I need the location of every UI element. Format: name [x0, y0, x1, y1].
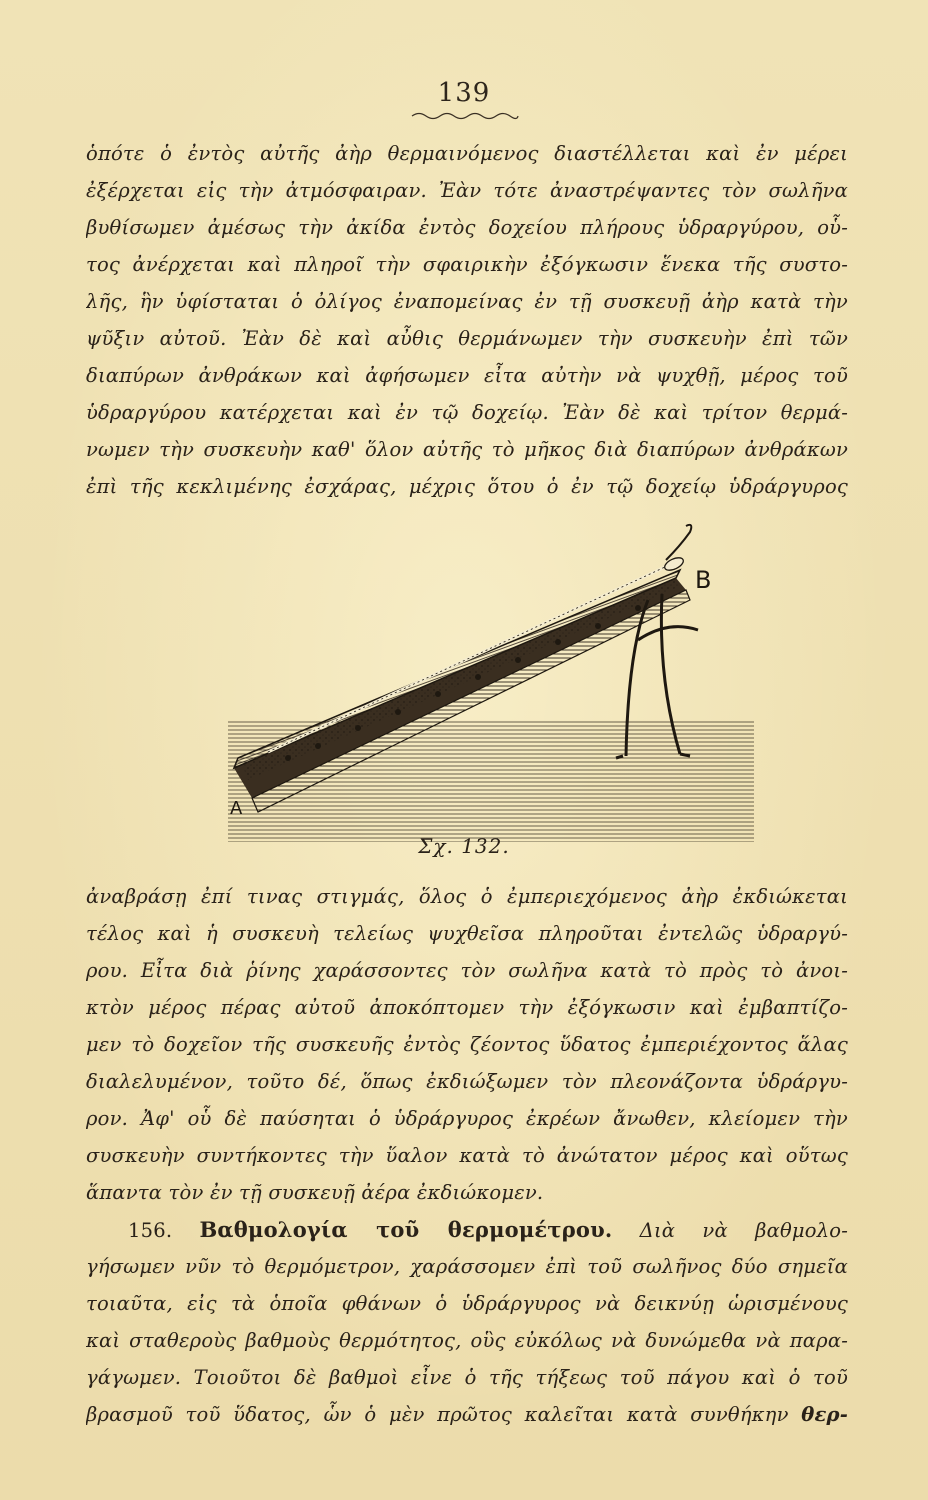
text-line: τοιαῦτα, εἰς τὰ ὁποῖα φθάνων ὁ ὑδράργυρος νὰ δεικνύῃ ὡρισμένους [86, 1292, 848, 1315]
text-line: ψῦξιν αὐτοῦ. Ἐὰν δὲ καὶ αὖθις θερμάνωμεν τὴν συσκευὴν ἐπὶ τῶν [86, 327, 848, 350]
text-line: ὑδραργύρου κατέρχεται καὶ ἐν τῷ δοχείῳ. Ἐὰν δὲ καὶ τρίτον θερμά- [86, 401, 848, 424]
last-line-start: βρασμοῦ τοῦ ὕδατος, ὧν ὁ μὲν πρῶτος καλεῖται κατὰ συνθήκην [86, 1403, 789, 1426]
text-line: τος ἀνέρχεται καὶ πληροῖ τὴν σφαιρικὴν ἐξόγκωσιν ἕνεκα τῆς συστο- [86, 253, 848, 276]
figure-thermometer-apparatus [228, 520, 754, 842]
text-line-last [86, 1396, 848, 1433]
figure-caption: Σχ. 132. [418, 834, 510, 858]
text-line: συσκευὴν συντήκοντες τὴν ὕαλον κατὰ τὸ ἀνώτατον μέρος καὶ οὕτως [86, 1144, 848, 1167]
section-title: Βαθμολογία τοῦ θερμομέτρου. [199, 1217, 613, 1242]
text-line: ρον. Ἀφ' οὗ δὲ παύσηται ὁ ὑδράργυρος ἐκρέων ἄνωθεν, κλείομεν τὴν [86, 1107, 848, 1130]
section-number: 156. [128, 1219, 173, 1242]
text-line: γάγωμεν. Τοιοῦτοι δὲ βαθμοὶ εἶνε ὁ τῆς τήξεως τοῦ πάγου καὶ ὁ τοῦ [86, 1366, 848, 1389]
text-line: διαπύρων ἀνθράκων καὶ ἀφήσωμεν εἶτα αὐτὴν νὰ ψυχθῇ, μέρος τοῦ [86, 364, 848, 387]
text-line: ρου. Εἶτα διὰ ῥίνης χαράσσοντες τὸν σωλῆνα κατὰ τὸ πρὸς τὸ ἀνοι- [86, 959, 848, 982]
text-line: γήσωμεν νῦν τὸ θερμόμετρον, χαράσσομεν ἐπὶ τοῦ σωλῆνος δύο σημεῖα [86, 1255, 848, 1278]
text-line: διαλελυμένον, τοῦτο δέ, ὅπως ἐκδιώξωμεν τὸν πλεονάζοντα ὑδράργυ- [86, 1070, 848, 1093]
page-number: 139 [437, 78, 491, 108]
text-line: νωμεν τὴν συσκευὴν καθ' ὅλον αὐτῆς τὸ μῆκος διὰ διαπύρων ἀνθράκων [86, 438, 848, 461]
text-line: ὁπότε ὁ ἐντὸς αὐτῆς ἀὴρ θερμαινόμενος διαστέλλεται καὶ ἐν μέρει [86, 142, 848, 165]
last-line-end: θερ- [801, 1403, 848, 1426]
paragraph-bottom [86, 878, 848, 1433]
text-line: καὶ σταθεροὺς βαθμοὺς θερμότητος, οὓς εὐκόλως νὰ δυνώμεθα νὰ παρα- [86, 1329, 848, 1352]
text-line: βυθίσωμεν ἀμέσως τὴν ἀκίδα ἐντὸς δοχείου πλήρους ὑδραργύρου, οὗ- [86, 216, 848, 239]
text-line: τέλος καὶ ἡ συσκευὴ τελείως ψυχθεῖσα πληροῦται ἐντελῶς ὑδραργύ- [86, 922, 848, 945]
text-line: ἐπὶ τῆς κεκλιμένης ἐσχάρας, μέχρις ὅτου ὁ ἐν τῷ δοχείῳ ὑδράργυρος [86, 475, 848, 498]
page-number-ornament [410, 110, 520, 122]
paragraph-top [86, 135, 848, 505]
text-line: μεν τὸ δοχεῖον τῆς συσκευῆς ἐντὸς ζέοντος ὕδατος ἐμπεριέχοντος ἅλας [86, 1033, 848, 1056]
text-line: ἀναβράσῃ ἐπί τινας στιγμάς, ὅλος ὁ ἐμπεριεχόμενος ἀὴρ ἐκδιώκεται [86, 885, 848, 908]
text-line: ἐξέρχεται εἰς τὴν ἀτμόσφαιραν. Ἐὰν τότε ἀναστρέψαντες τὸν σωλῆνα [86, 179, 848, 202]
section-heading-line [86, 1211, 848, 1248]
text-line: λῆς, ἣν ὑφίσταται ὁ ὀλίγος ἐναπομείνας ἐν τῇ συσκευῇ ἀὴρ κατὰ τὴν [86, 290, 848, 313]
text-line: κτὸν μέρος πέρας αὐτοῦ ἀποκόπτομεν τὴν ἐξόγκωσιν καὶ ἐμβαπτίζο- [86, 996, 848, 1019]
text-line: ἅπαντα τὸν ἐν τῇ συσκευῇ ἀέρα ἐκδιώκομεν. [86, 1181, 544, 1204]
section-first-line-rest: Διὰ νὰ βαθμολο- [639, 1219, 848, 1242]
figure-label-b: B [695, 566, 712, 594]
figure-label-a: A [230, 798, 243, 819]
